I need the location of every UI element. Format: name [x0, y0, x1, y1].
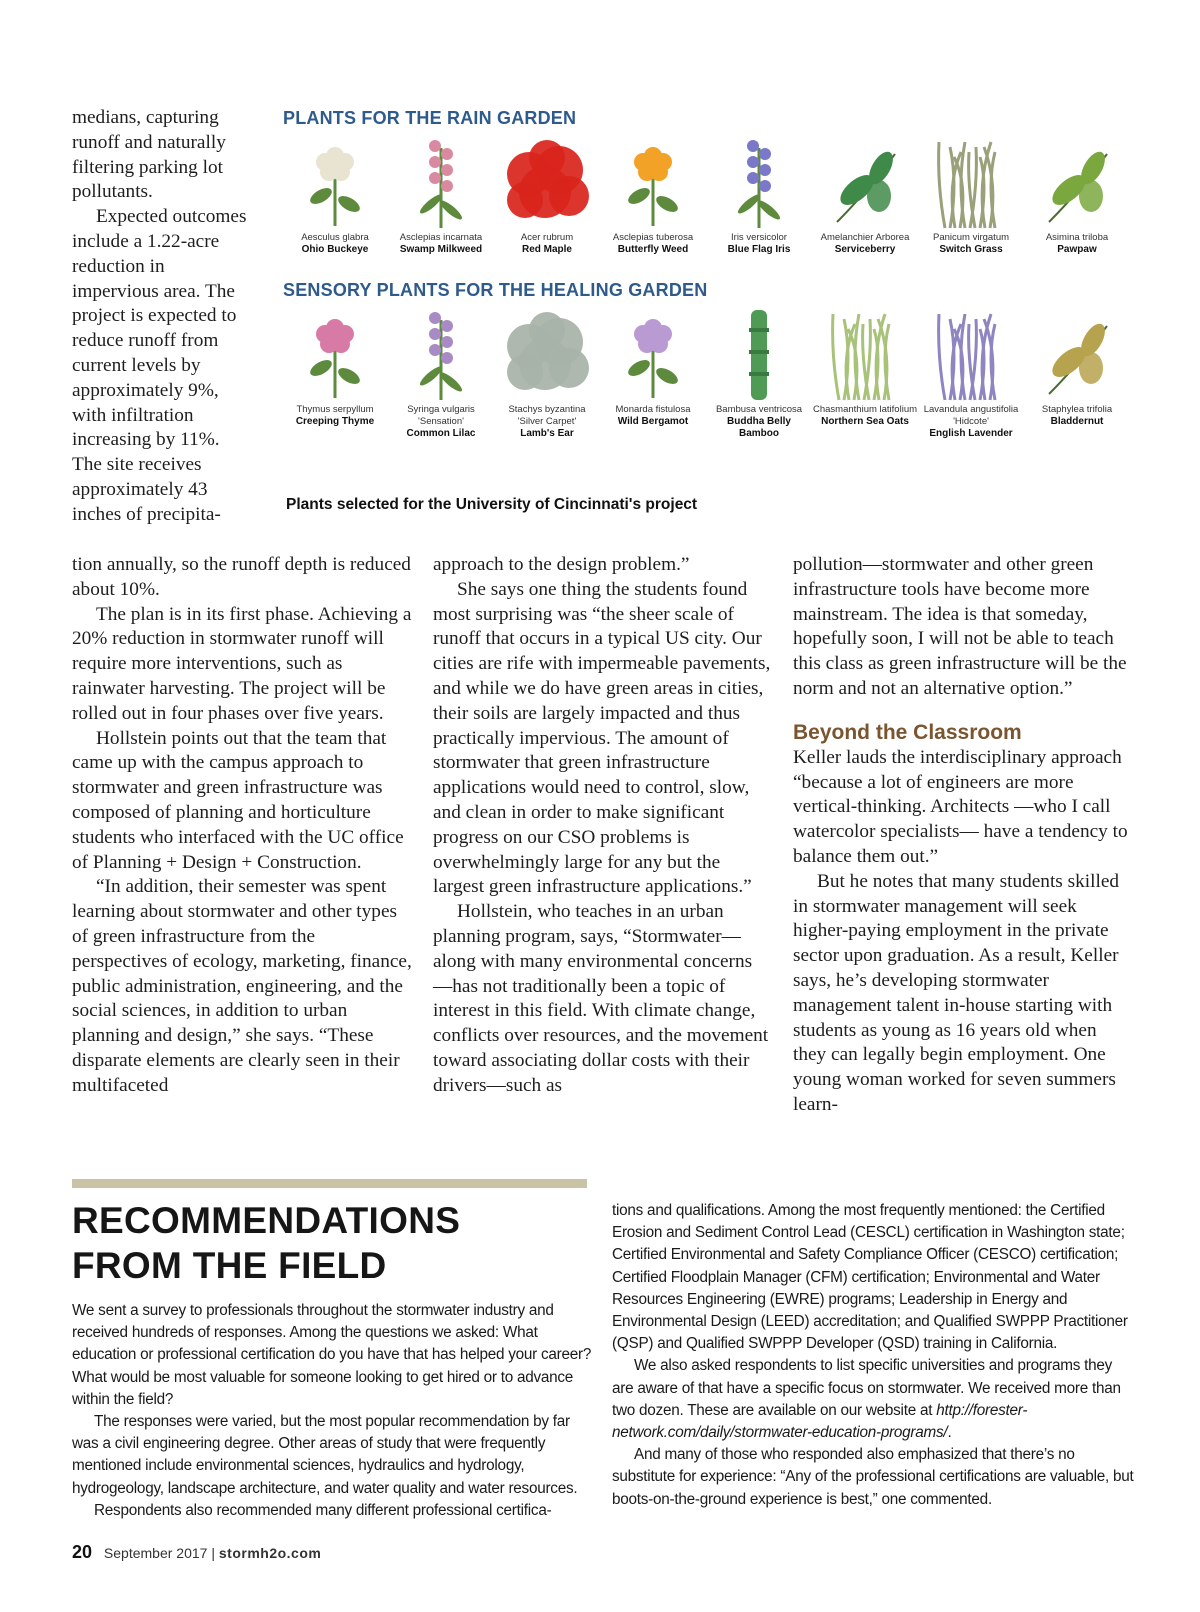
plant-common-name: Switch Grass: [939, 244, 1003, 255]
plant-item: [919, 306, 1023, 440]
figure-caption: Plants selected for the University of Cincinnati's project: [286, 496, 698, 513]
plant-common-name: Red Maple: [521, 244, 572, 255]
article-column-2: [433, 553, 771, 1099]
plant-scientific-name: Bambusa ventricosa: [715, 404, 803, 415]
paragraph: We sent a survey to professionals throughout the stormwater industry and received hundreds of responses. Among the questions we asked: What education or professional certification do you have that has helped your career? What would be most valuable for someone looking to get hired or to advance within the field?: [72, 1302, 592, 1408]
paragraph: tion annually, so the runoff depth is reduced about 10%.: [72, 554, 411, 600]
paragraph: And many of those who responded also emphasized that there’s no substitute for experience: “Any of the professional certifications are valuable, but boots-on-the-ground experience is best,” one commented.: [612, 1446, 1134, 1508]
plant-common-name: Wild Bergamot: [617, 416, 689, 427]
plant-item: [495, 134, 599, 256]
plant-scientific-name: Syringa vulgaris 'Sensation': [407, 404, 475, 427]
plant-scientific-name: Lavandula angustifolia 'Hidcote': [923, 404, 1019, 427]
paragraph: Hollstein, who teaches in an urban planning program, says, “Stormwater—along with many environmental concerns—has not traditionally been a topic of interest in this field. With climate change, conflicts over resources, and the movement toward associating dollar costs with their drivers—such as: [433, 901, 769, 1096]
flower-spike-icon: [707, 134, 811, 230]
leaf-icon: [813, 134, 917, 230]
rain-garden-heading: PLANTS FOR THE RAIN GARDEN: [283, 108, 577, 128]
plant-common-name: Blue Flag Iris: [727, 244, 791, 255]
plant-scientific-name: Panicum virgatum: [932, 232, 1010, 243]
paragraph: She says one thing the students found most surprising was “the sheer scale of runoff that occurs in a typical US city. Our cities are rife with impermeable pavements, and while we do have green areas in cities, their soils are largely impacted and thus practically impervious. The amount of stormwater that green infrastructure applications would need to control, slow, and clean in order to make significant progress on our CSO problems is overwhelmingly large for any but the largest green infrastructure applications.”: [433, 578, 771, 898]
plant-item: [813, 134, 917, 256]
grass-icon: [919, 306, 1023, 402]
title-line: FROM THE FIELD: [72, 1245, 387, 1286]
plant-item: [283, 134, 387, 256]
plant-common-name: Creeping Thyme: [295, 416, 375, 427]
plant-common-name: Lamb's Ear: [520, 428, 574, 439]
paragraph: But he notes that many students skilled in stormwater management will seek higher-paying employment in the private sector upon graduation. As a result, Keller says, he’s developing stormwater management talent in-house starting with students as young as 16 years old when they can legally begin employment. One young woman worked for seven summers learn-: [793, 870, 1120, 1115]
plant-common-name: Pawpaw: [1057, 244, 1097, 255]
paragraph: The responses were varied, but the most popular recommendation by far was a civil engineering degree. Other areas of study that were frequently mentioned include environmental sciences, hydraulics and hydrology, hydrogeology, landscape architecture, and water quality and water resources.: [72, 1413, 578, 1497]
plant-item: [707, 306, 811, 440]
lead-paragraph: medians, capturing runoff and naturally filtering parking lot pollutants.: [72, 107, 226, 203]
plants-figure: [283, 106, 1133, 526]
page-number: 20: [72, 1542, 93, 1562]
plant-scientific-name: Amelanchier Arborea: [820, 232, 910, 243]
paragraph: Hollstein points out that the team that came up with the campus approach to stormwater and green infrastructure was composed of planning and horticulture students who interfaced with the UC office of Planning + Design + Construction.: [72, 727, 404, 873]
flower-spike-icon: [389, 134, 493, 230]
issue-date: September 2017: [103, 1545, 208, 1561]
healing-garden-heading: SENSORY PLANTS FOR THE HEALING GARDEN: [283, 280, 708, 300]
plant-common-name: English Lavender: [929, 428, 1013, 439]
grass-icon: [813, 306, 917, 402]
plant-scientific-name: Acer rubrum: [520, 232, 574, 243]
footer-separator: |: [211, 1545, 215, 1561]
bamboo-icon: [707, 306, 811, 402]
article-column-3: [793, 553, 1133, 1118]
plant-scientific-name: Thymus serpyllum: [296, 404, 374, 415]
plant-scientific-name: Chasmanthium latifolium: [813, 404, 918, 415]
plant-item: [601, 134, 705, 256]
plant-item: [919, 134, 1023, 256]
foliage-mass-icon: [495, 306, 599, 402]
plant-common-name: Swamp Milkweed: [399, 244, 483, 255]
plant-item: [1025, 134, 1129, 256]
plant-common-name: Buddha Belly Bamboo: [727, 416, 791, 439]
flower-cluster-icon: [601, 134, 705, 230]
plant-item: [707, 134, 811, 256]
plant-item: [813, 306, 917, 428]
plant-scientific-name: Asclepias incarnata: [399, 232, 483, 243]
plant-common-name: Northern Sea Oats: [821, 416, 909, 427]
plant-item: [601, 306, 705, 428]
plant-scientific-name: Monarda fistulosa: [615, 404, 691, 415]
foliage-mass-icon: [495, 134, 599, 230]
paragraph-text: We also asked respondents to list specific universities and programs they are aware of that have a specific focus on stormwater. We received more than two dozen. These are available on our website at: [612, 1357, 1121, 1419]
recommendations-left-column: [72, 1300, 592, 1522]
article-column-1: [72, 553, 412, 1099]
paragraph: The plan is in its first phase. Achieving a 20% reduction in stormwater runoff will require more interventions, such as rainwater harvesting. The project will be rolled out in four phases over five years.: [72, 603, 412, 724]
section-heading: Beyond the Classroom: [793, 720, 1022, 744]
plant-scientific-name: Aesculus glabra: [301, 232, 369, 243]
leaf-icon: [1025, 306, 1129, 402]
paragraph: pollution—stormwater and other green infrastructure tools have become more mainstream. The idea is that someday, hopefully soon, I will not be able to teach this class as green infrastructure will be the norm and not an alternative option.”: [793, 554, 1127, 699]
paragraph: tions and qualifications. Among the most frequently mentioned: the Certified Erosion and Sediment Control Lead (CESCL) certification in Washington state; Certified Environmental and Safety Compliance Officer (CESCO) certification; Certified Floodplain Manager (CFM) certification; Environmental and Water Resources Engineering (EWRE) programs; Leadership in Energy and Environmental Design (LEED) accreditation; and Qualified SWPPP Practitioner (QSP) and Qualified SWPPP Developer (QSD) training in California.: [612, 1202, 1128, 1353]
plant-common-name: Butterfly Weed: [617, 244, 689, 255]
title-line: RECOMMENDATIONS: [72, 1200, 461, 1241]
plant-scientific-name: Asclepias tuberosa: [612, 232, 694, 243]
plant-item: [1025, 306, 1129, 428]
paragraph: We also asked respondents to list specific universities and programs they are aware of that have a specific focus on stormwater. We received more than two dozen. These are available on our website at http://forester-network.com/daily/stormwater-education-programs/.: [612, 1357, 1121, 1442]
plant-common-name: Bladdernut: [1050, 416, 1104, 427]
lead-column: [72, 106, 247, 528]
plant-scientific-name: Asimina triloba: [1045, 232, 1109, 243]
paragraph: “In addition, their semester was spent learning about stormwater and other types of green infrastructure from the perspectives of ecology, marketing, finance, public administration, engineering, and the social sciences, in addition to urban planning and design,” she says. “These disparate elements are clearly seen in their multifaceted: [72, 876, 412, 1096]
paragraph: Respondents also recommended many different professional certifica-: [94, 1501, 552, 1519]
plant-scientific-name: Staphylea trifolia: [1041, 404, 1113, 415]
site-url: stormh2o.com: [218, 1545, 322, 1561]
plant-item: [389, 306, 493, 440]
plant-common-name: Common Lilac: [406, 428, 476, 439]
plant-common-name: Ohio Buckeye: [301, 244, 369, 255]
recommendations-title: [72, 1198, 592, 1288]
leaf-icon: [1025, 134, 1129, 230]
plant-item: [389, 134, 493, 256]
page-footer: [72, 1542, 321, 1563]
flower-spike-icon: [389, 306, 493, 402]
flower-cluster-icon: [601, 306, 705, 402]
plant-scientific-name: Iris versicolor: [731, 232, 787, 243]
website-link[interactable]: http://forester-network.com/daily/stormwater-education-programs/: [612, 1401, 1028, 1442]
plant-item: [283, 306, 387, 428]
plant-scientific-name: Stachys byzantina 'Silver Carpet': [508, 404, 586, 427]
flower-cluster-icon: [283, 134, 387, 230]
grass-icon: [919, 134, 1023, 230]
plant-item: [495, 306, 599, 440]
flower-cluster-icon: [283, 306, 387, 402]
plant-common-name: Serviceberry: [834, 244, 896, 255]
lead-paragraph: Expected outcomes include a 1.22-acre reduction in impervious area. The project is expected to reduce runoff from current levels by approximately 9%, with infiltration increasing by 11%. The site receives approximately 43 inches of precipita-: [72, 206, 247, 525]
box-top-rule: [72, 1179, 587, 1188]
paragraph: Keller lauds the interdisciplinary approach “because a lot of engineers are more vertical-thinking. Architects —who I call watercolor specialists— have a tendency to balance them out.”: [793, 746, 1128, 867]
paragraph: approach to the design problem.”: [433, 554, 690, 575]
recommendations-right-column: [612, 1200, 1134, 1511]
